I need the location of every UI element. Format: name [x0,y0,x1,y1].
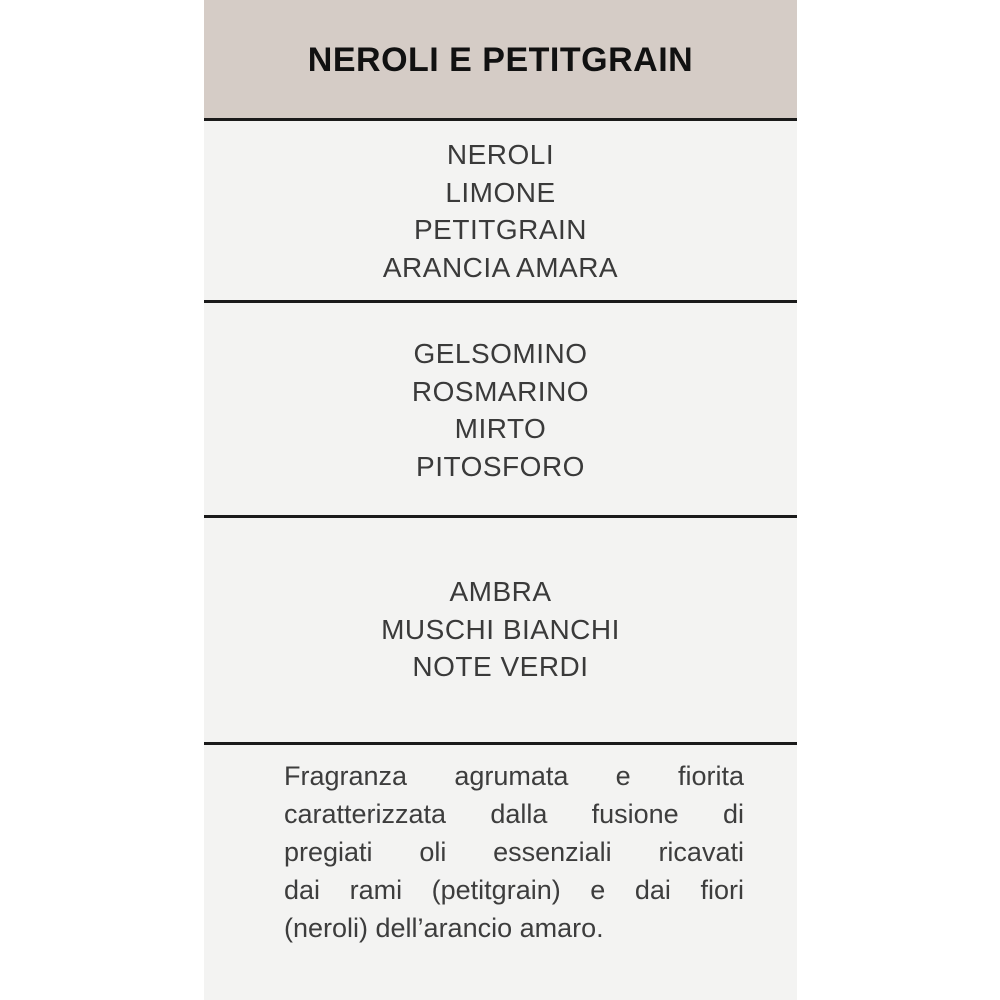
note-item: GELSOMINO [413,338,588,369]
divider-heart-notes [204,515,797,518]
heart-notes-list [204,335,797,485]
note-item: NOTE VERDI [412,651,589,682]
divider-header [204,118,797,121]
description-line: Fragranza agrumata e fiorita [284,761,744,791]
description-line: dai rami (petitgrain) e dai fiori [284,875,744,905]
note-item: NEROLI [446,139,555,170]
base-notes-list [204,573,797,686]
description-line: pregiati oli essenziali ricavati [284,837,744,867]
note-item: ROSMARINO [411,375,590,407]
header-band [204,0,797,119]
description-line: caratterizzata dalla fusione di [284,799,744,829]
fragrance-title: NEROLI E PETITGRAIN [307,41,694,79]
description-line: (neroli) dell’arancio amaro. [284,913,604,943]
top-notes-list [204,136,797,286]
note-item: PETITGRAIN [413,214,587,245]
divider-top-notes [204,300,797,303]
note-item: LIMONE [445,176,556,208]
note-item: PITOSFORO [416,450,585,482]
note-item: AMBRA [449,576,552,607]
note-item: ARANCIA AMARA [382,251,619,283]
note-item: MIRTO [454,413,547,444]
note-item: MUSCHI BIANCHI [381,613,620,645]
fragrance-card [204,0,797,1000]
divider-base-notes [204,742,797,745]
fragrance-description [284,757,744,947]
